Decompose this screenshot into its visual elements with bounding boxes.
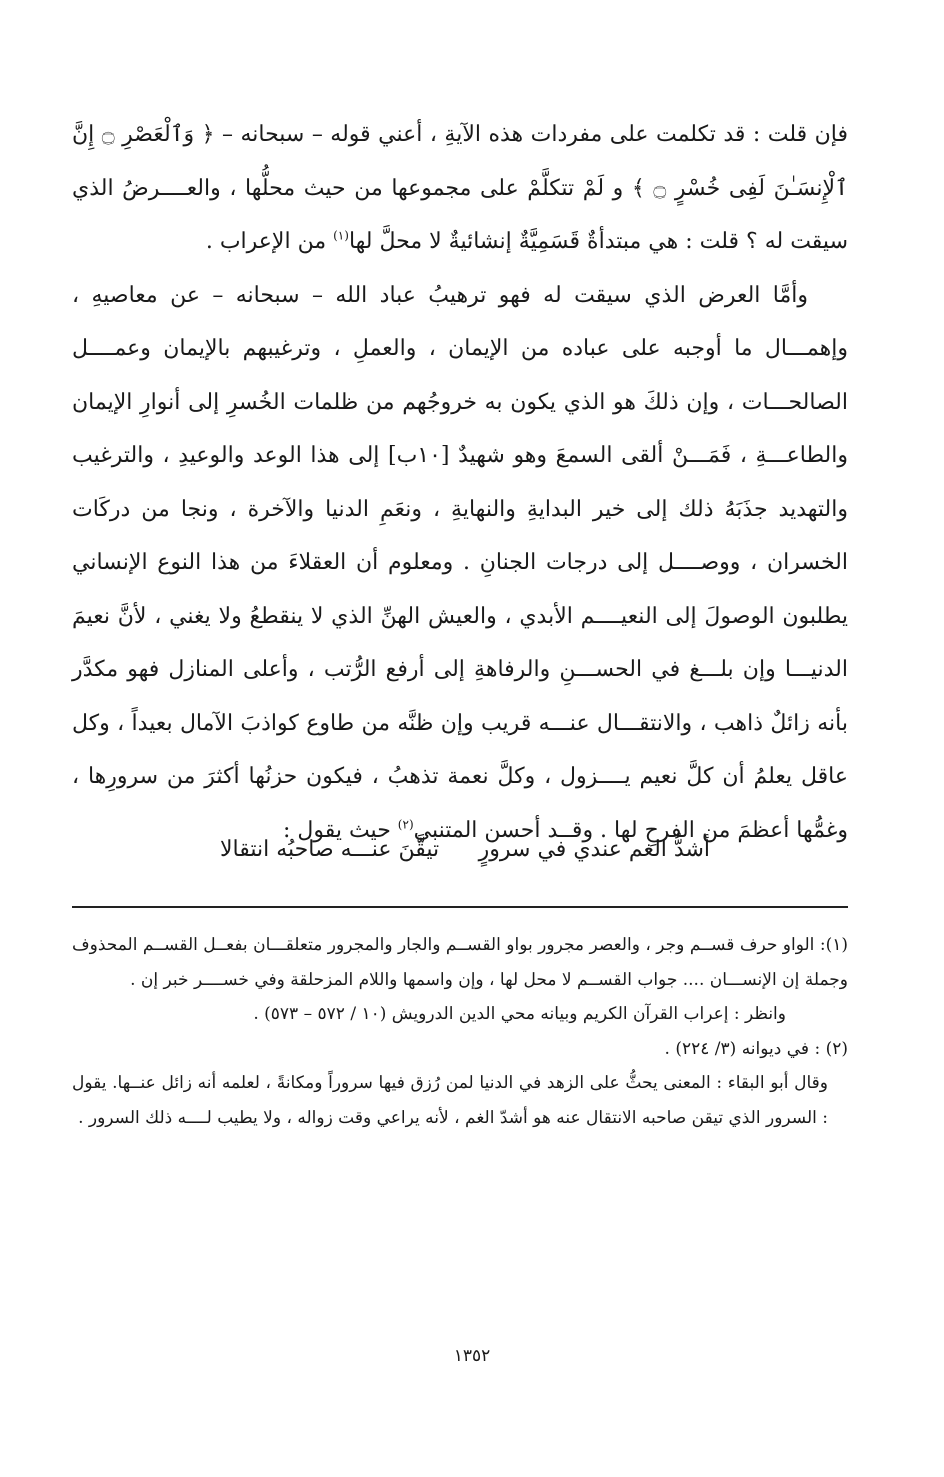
footnote-ref-1: (١) [333,228,349,243]
page-number: ١٣٥٢ [453,1346,491,1366]
paragraph-1-tail: من الإعراب . [205,229,334,254]
paragraph-2-tail: حيث يقول : [282,817,398,843]
verse-second-hemistich: تيقَّنَ عنـــه صاحبُه انتقالا [220,837,440,862]
paragraph-2-text: وأمَّا العرض الذي سيقت له فهو ترهيبُ عباد الله – سبحانه – عن معاصيهِ ، وإهمـــال ما أوجبه على عباده من الإيمان ، والعملِ ، وترغيبهم بالإيمان وعمــــل الصالحـــات ، وإن ذلكَ هو الذي يكون به خروجُهم من ظلمات الخُسرِ إلى أنوارِ الإيمان والطاعـــةِ ، فَمَـــنْ ألقى السمعَ وهو شهيدٌ [١٠ب] إلى هذا الوعد والوعيدِ ، والترغيب والتهديد جذَبَهُ ذلك إلى خير البدايةِ والنهايةِ ، ونعَمِ الدنيا والآخرة ، ونجا من دركَات الخسران ، ووصــــل إلى درجات الجنانِ . ومعلوم أن العقلاءَ من هذا النوع الإنساني يطلبون الوصولَ إلى النعيــــم الأبدي ، والعيش الهنِّ الذي لا ينقطعُ ولا يغني ، لأنَّ نعيمَ الدنيـــا وإن بلـــغ في الحســـنِ والرفاهةِ إلى أرفع الرُّتب ، وأعلى المنازل فهو مكدَّر بأنه زائلٌ ذاهب ، والانتقـــال عنـــه قريب وإن ظنَّه من طاوع كواذبَ الآمال بعيداً ، وكل عاقل يعلمُ أن كلَّ نعيم يــــزول ، وكلَّ نعمة تذهبُ ، فيكون حزنُها أكثرَ من سرورِها ، وغمُّها أعظمَ من الفرحِ لها . وقــد أحسن المتنبي [72,282,848,843]
footnote-ref-2: (٢) [397,817,414,832]
verse-first-hemistich: أشدُّ الغم عندي في سرورٍ [478,837,710,862]
footnotes [72,928,848,1135]
paragraph-1 [72,108,848,269]
footnote-separator [72,906,848,908]
paragraph-2 [72,269,848,858]
paragraph-1-text: فإن قلت : قد تكلمت على مفردات هذه الآيةِ ، أعني قوله – سبحانه – ﴿ وَٱلْعَصْرِ ۝ إِنَّ ٱلْإِنسَـٰنَ لَفِى خُسْرٍ ۝ ﴾ و لَمْ تتكلَّمْ على مجموعها من حيث محلُّها ، والعــــرضُ الذي سيقت له ؟ قلت : هي مبتدأةٌ قَسَمِيَّةٌ إنشائيةٌ لا محلَّ لها [72,122,849,254]
footnote-2-commentary: وقال أبو البقاء : المعنى يحثُّ على الزهد في الدنيا لمن رُزق فيها سروراً ومكانةً ، لعلمه أنه زائل عنــها. يقول : السرور الذي تيقن صاحبه الانتقال عنه هو أشدّ الغم ، لأنه يراعي وقت زواله ، ولا يطيب لــــه ذلك السرور . [72,1073,828,1128]
footnote-1-reference: وانظر : إعراب القرآن الكريم وبيانه محي الدين الدرويش (١٠ / ٥٧٢ – ٥٧٣) . [253,1004,786,1024]
footnote-1: (١): الواو حرف قســم وجر ، والعصر مجرور بواو القســم والجار والمجرور متعلقـــان بفعــل القســم المحذوف وجملة إن الإنســـان .... جواب القســم لا محل لها ، وإن واسمها واللام المزحلقة وفي خســــر خبر إن . [72,935,848,990]
main-text [72,108,848,857]
footnote-2: (٢) : في ديوانه (٣/ ٢٢٤) . [664,1038,848,1059]
